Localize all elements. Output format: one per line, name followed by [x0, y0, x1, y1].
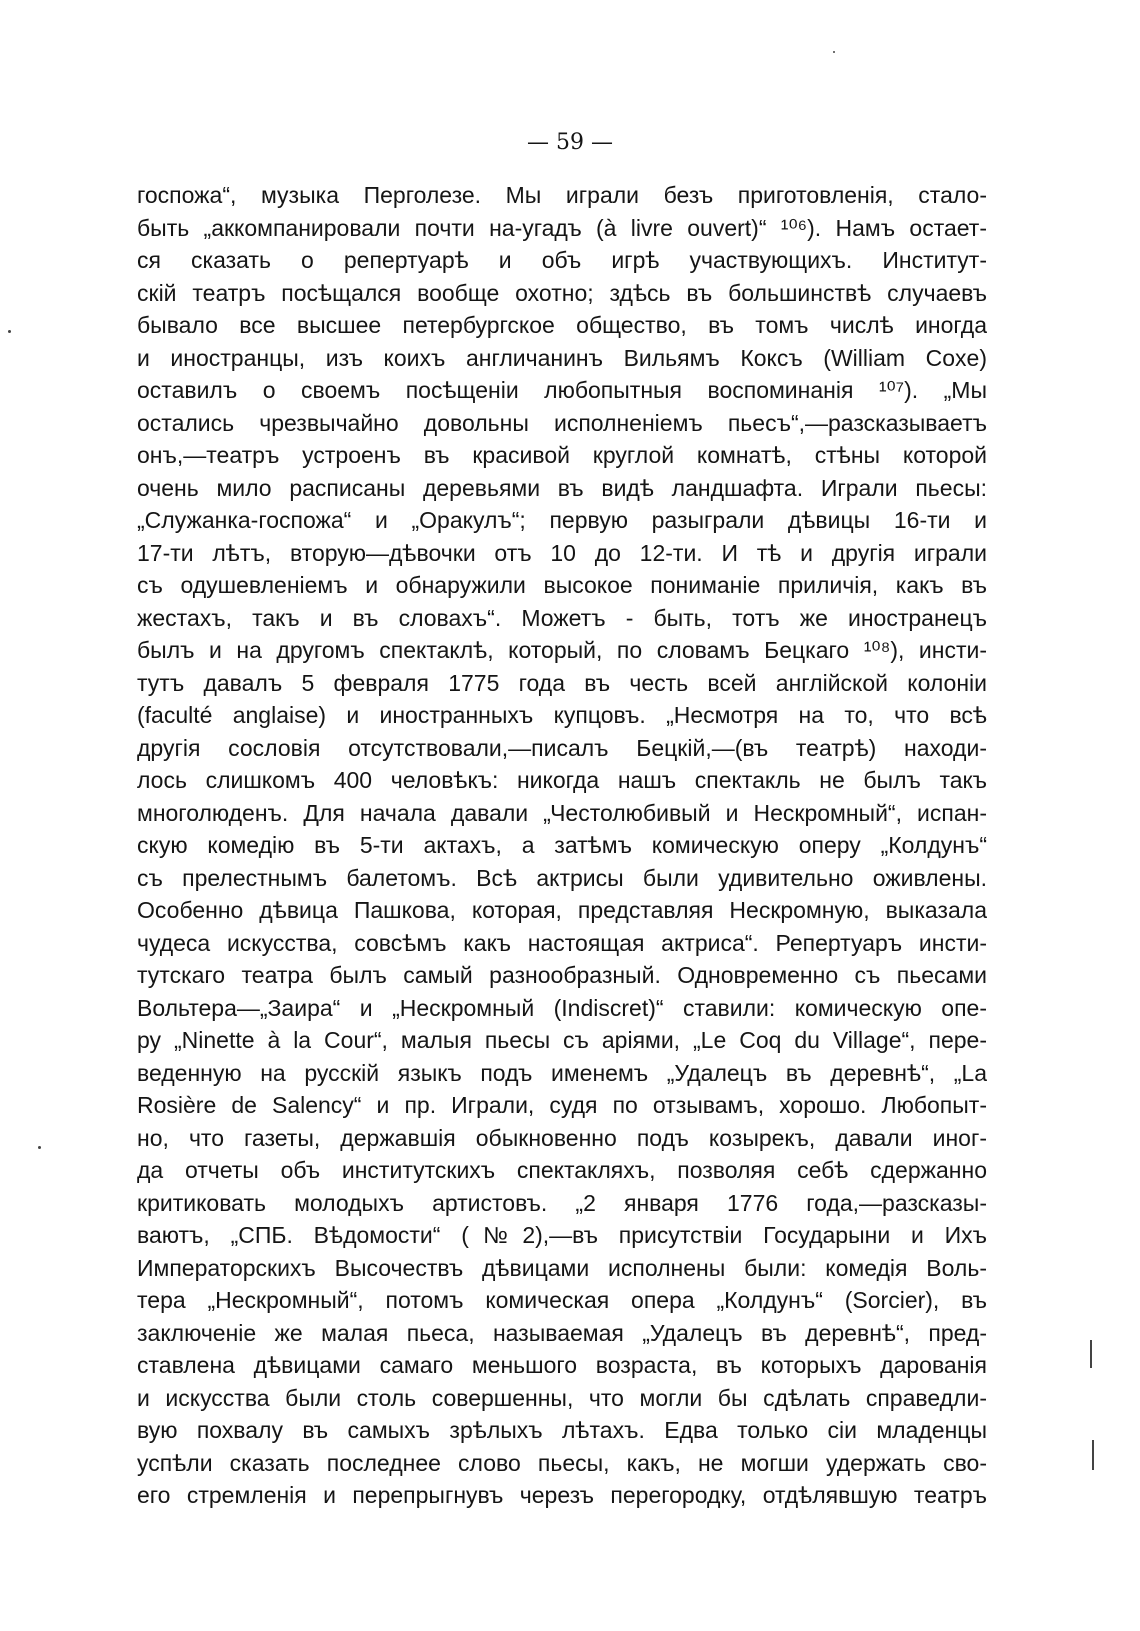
text-line: веденную на русскій языкъ подъ именемъ „Удалецъ въ деревнѣ“, „La [137, 1059, 987, 1086]
text-line: ру „Ninette à la Cour“, малыя пьесы съ аріями, „Le Coq du Village“, пере- [137, 1027, 987, 1053]
text-line: успѣли сказать последнее слово пьесы, какъ, не могши удержать сво- [137, 1449, 987, 1476]
text-line: лось слишкомъ 400 человѣкъ: никогда нашъ спектакль не былъ такъ [137, 767, 987, 793]
text-line: онъ,—театръ устроенъ въ красивой круглой комнатѣ, стѣны которой [137, 442, 987, 468]
text-line: да отчеты объ институтскихъ спектакляхъ, позволяя себѣ сдержанно [137, 1157, 987, 1183]
text-line: многолюденъ. Для начала давали „Честолюбивый и Нескромный“, испан- [137, 799, 987, 826]
text-line: жестахъ, такъ и въ словахъ“. Можетъ - быть, тотъ же иностранецъ [137, 604, 987, 631]
text-line: и искусства были столь совершенны, что могли бы сдѣлать справедли- [137, 1384, 987, 1411]
text-line: (faculté anglaise) и иностранныхъ купцовъ. „Несмотря на то, что всѣ [137, 702, 987, 728]
text-line: Rosière de Salency“ и пр. Играли, судя по отзывамъ, хорошо. Любопыт- [137, 1092, 987, 1118]
text-line: но, что газеты, державшія обыкновенно подъ козырекъ, давали иног- [137, 1124, 987, 1151]
text-line: былъ и на другомъ спектаклѣ, который, по словамъ Бецкаго ¹⁰⁸), инсти- [137, 637, 987, 663]
text-line: бывало все высшее петербургское общество, въ томъ числѣ иногда [137, 312, 987, 338]
text-line: остались чрезвычайно довольны исполненіемъ пьесъ“,—разсказываетъ [137, 409, 987, 436]
text-line: критиковать молодыхъ артистовъ. „2 января 1776 года,—разсказы- [137, 1189, 987, 1216]
scan-margin-mark [1090, 1340, 1092, 1368]
body-text [137, 179, 987, 1512]
text-line: скій театръ посѣщался вообще охотно; здѣсь въ большинствѣ случаевъ [137, 279, 987, 306]
text-line: госпожа“, музыка Перголезе. Мы играли безъ приготовленія, стало- [137, 182, 987, 208]
text-line: чудеса искусства, совсѣмъ какъ настоящая актриса“. Репертуаръ инсти- [137, 929, 987, 956]
text-line: очень мило расписаны деревьями въ видѣ ландшафта. Играли пьесы: [137, 474, 987, 501]
text-line: оставилъ о своемъ посѣщеніи любопытныя воспоминанія ¹⁰⁷). „Мы [137, 377, 987, 403]
text-line: его стремленія и перепрыгнувъ черезъ перегородку, отдѣлявшую театръ [137, 1482, 987, 1508]
text-line: тера „Нескромный“, потомъ комическая опера „Колдунъ“ (Sorcier), въ [137, 1287, 987, 1313]
text-line: тутъ давалъ 5 февраля 1775 года въ честь всей англійской колоніи [137, 669, 987, 696]
text-line: съ прелестнымъ балетомъ. Всѣ актрисы были удивительно оживлены. [137, 864, 987, 891]
text-line: Императорскихъ Высочествъ дѣвицами исполнены были: комедія Воль- [137, 1254, 987, 1281]
text-line: Особенно дѣвица Пашкова, которая, представляя Нескромную, выказала [137, 897, 987, 923]
text-line: скую комедію въ 5-ти актахъ, а затѣмъ комическую оперу „Колдунъ“ [137, 832, 987, 858]
page-number: — 59 — [527, 130, 613, 155]
text-line: вую похвалу въ самыхъ зрѣлыхъ лѣтахъ. Едва только сіи младенцы [137, 1417, 987, 1443]
text-line: ставлена дѣвицами самаго меньшого возраста, въ которыхъ дарованія [137, 1352, 987, 1378]
text-line: тутскаго театра былъ самый разнообразный. Одновременно съ пьесами [137, 962, 987, 988]
scan-dot [38, 1146, 41, 1149]
text-line: 17-ти лѣтъ, вторую—дѣвочки отъ 10 до 12-ти. И тѣ и другія играли [137, 539, 987, 566]
scan-dot [8, 330, 11, 333]
text-line: ся сказать о репертуарѣ и объ игрѣ участвующихъ. Институт- [137, 247, 987, 273]
scan-margin-mark [1092, 1440, 1094, 1470]
scan-dot [833, 51, 835, 53]
text-line: и иностранцы, изъ коихъ англичанинъ Вильямъ Коксъ (William Coxe) [137, 344, 987, 371]
text-line: другія сословія отсутствовали,—писалъ Бецкій,—(въ театрѣ) находи- [137, 734, 987, 761]
text-line: ваютъ, „СПБ. Вѣдомости“ (№2),—въ присутствіи Государыни и Ихъ [137, 1222, 987, 1248]
text-line: быть „аккомпанировали почти на-угадъ (à livre ouvert)“ ¹⁰⁶). Намъ остает- [137, 214, 987, 241]
text-line: заключеніе же малая пьеса, называемая „Удалецъ въ деревнѣ“, пред- [137, 1319, 987, 1346]
text-line: Вольтера—„Заира“ и „Нескромный (Indiscret)“ ставили: комическую опе- [137, 994, 987, 1021]
text-line: съ одушевленіемъ и обнаружили высокое пониманіе приличія, какъ въ [137, 572, 987, 598]
text-line: „Служанка-госпожа“ и „Оракулъ“; первую разыграли дѣвицы 16-ти и [137, 507, 987, 533]
